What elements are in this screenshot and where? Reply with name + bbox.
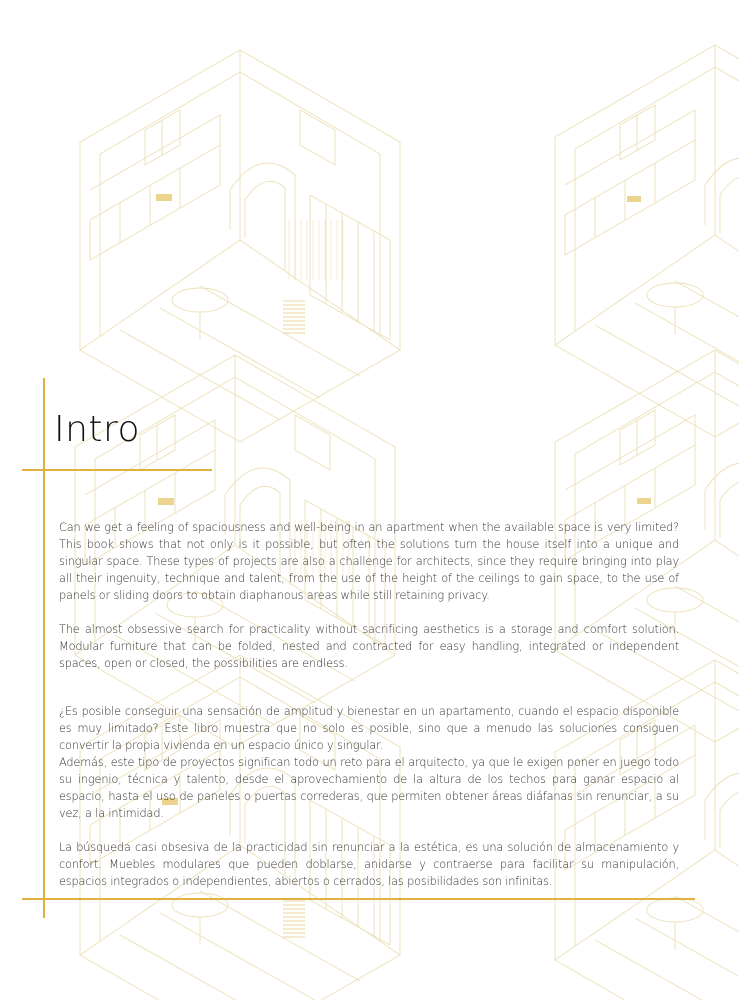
page-title: Intro: [54, 409, 141, 450]
spanish-paragraph-2: Además, este tipo de proyectos significan todo un reto para el arquitecto, ya que le exigen poner en juego todo su ingenio, técnica y talento, desde el aprovechamiento de la altura de los techos para ganar espacio al espacio, hasta el uso de paneles o puertas correderas, que permiten obtener áreas diáfanas sin renunciar, a su vez, a la intimidad.: [59, 756, 679, 820]
title-underline: [22, 469, 212, 471]
spanish-paragraph-3: La búsqueda casi obsesiva de la practicidad sin renunciar a la estética, es una solución de almacenamiento y confort. Muebles modulares que pueden doblarse, anidarse y contraerse para facilitar su manipulación, espacios integrados o independientes, abiertos o cerrados, las posibilidades son infinitas.: [59, 841, 679, 888]
spanish-text: [59, 703, 679, 907]
spanish-paragraph-1: ¿Es posible conseguir una sensación de amplitud y bienestar en un apartamento, cuando el espacio disponible es muy limitado? Este libro muestra que no solo es posible, sino que a menudo las soluciones consiguen convertir la propia vivienda en un espacio único y singular.: [59, 705, 679, 752]
english-paragraph-1: Can we get a feeling of spaciousness and well-being in an apartment when the available space is very limited? This book shows that not only is it possible, but often the solutions turn the house itself into a unique and singular space. These types of projects are also a challenge for architects, since they require bringing into play all their ingenuity, technique and talent, from the use of the height of the ceilings to gain space, to the use of panels or sliding doors to obtain diaphanous areas while still retaining privacy.: [59, 521, 679, 602]
vertical-accent-line: [43, 378, 45, 918]
english-paragraph-2: The almost obsessive search for practicality without sacrificing aesthetics is a storage and comfort solution. Modular furniture that can be folded, nested and contracted for easy handling, integrated or independent spaces, open or closed, the possibilities are endless.: [59, 623, 679, 670]
english-text: [59, 519, 679, 689]
